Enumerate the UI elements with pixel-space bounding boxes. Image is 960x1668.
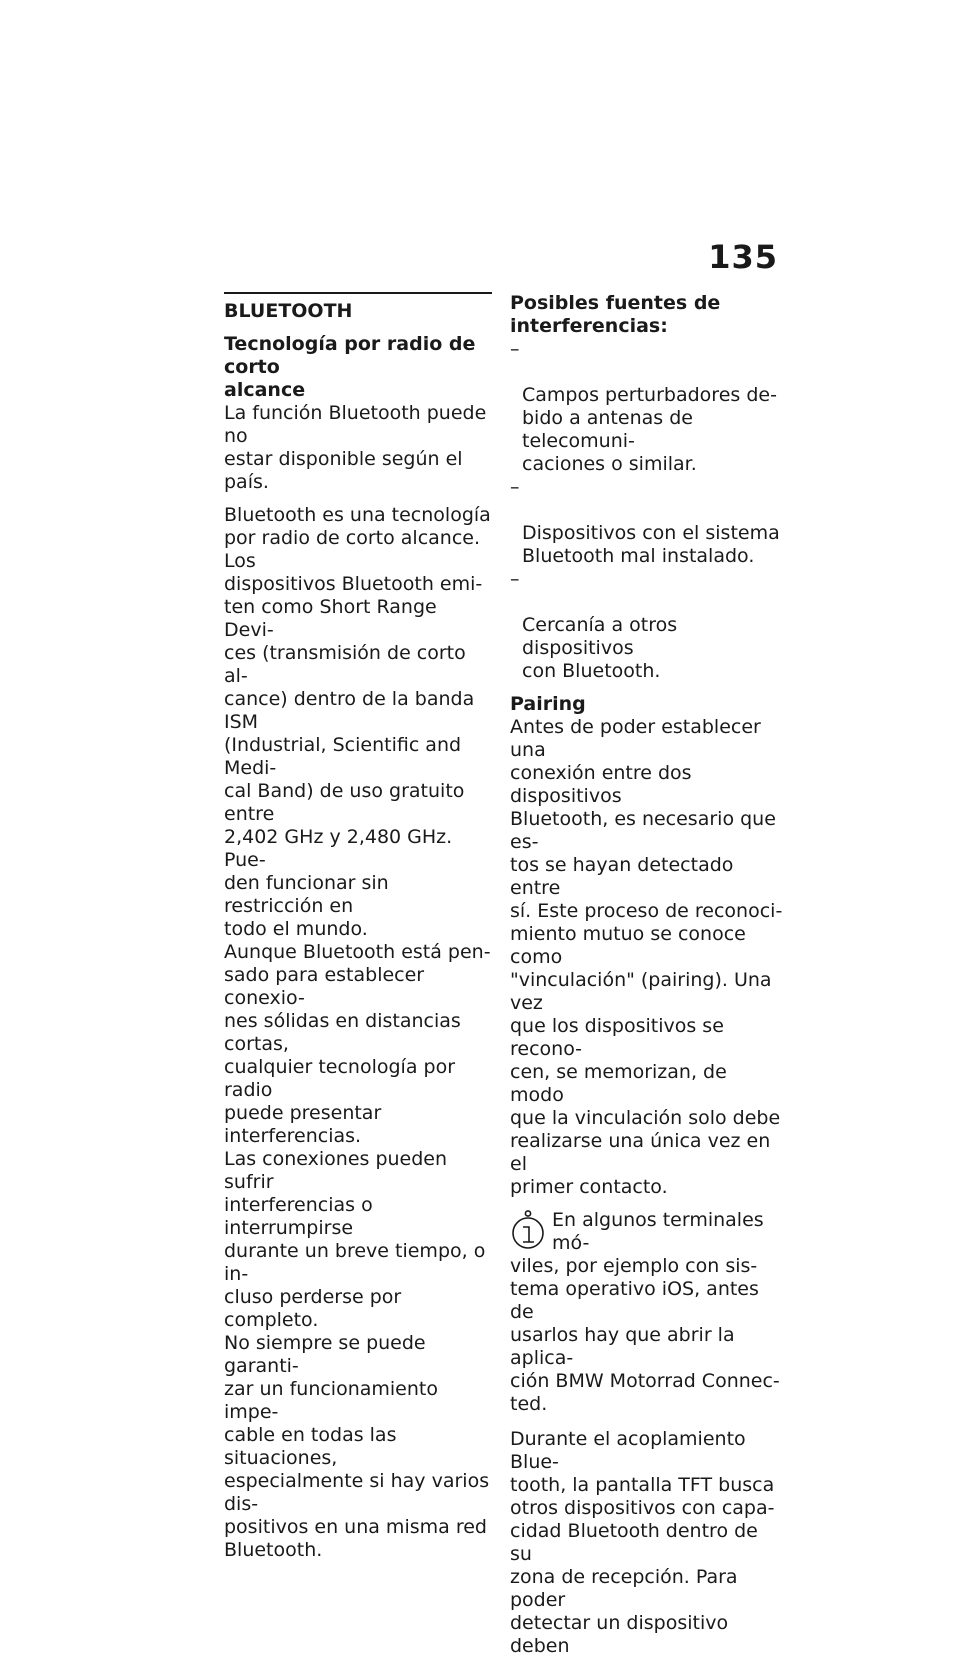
list-dash: – (510, 568, 520, 590)
left-column (224, 292, 492, 1572)
list-dash: – (510, 476, 520, 498)
coupling-paragraph: Durante el acoplamiento Blue- tooth, la pantalla TFT busca otros dispositivos con capa- cidad Bluetooth dentro de su zona de recepción. Para poder detectar un dispositivo deben (510, 1428, 775, 1657)
pairing-heading: Pairing (510, 693, 586, 715)
interference-paragraph: Aunque Bluetooth está pen- sado para establecer conexio- nes sólidas en distancias cortas, cualquier tecnología por radio puede presentar interferencias. Las conexiones pueden sufrir interferencias o interrumpirse durante un breve tiempo, o in- cluso perderse por completo. No siempre se puede garanti- zar un funcionamiento impe- cable en todas las situaciones, especialmente si hay varios dis- positivos en una misma red Bluetooth. (224, 941, 491, 1561)
page-number: 135 (708, 238, 778, 276)
availability-paragraph: La función Bluetooth puede no estar disponible según el país. (224, 402, 487, 493)
interference-heading: Posibles fuentes de interferencias: (510, 292, 721, 337)
note-text: En algunos terminales mó- viles, por ejemplo con sis- tema operativo iOS, antes de usarlos hay que abrir la aplica- ción BMW Motorrad Connec- ted. (510, 1209, 780, 1415)
section-rule (224, 292, 492, 294)
short-range-heading: Tecnología por radio de corto alcance (224, 333, 476, 401)
list-item (510, 476, 785, 568)
list-item-text: Cercanía a otros dispositivos con Bluetooth. (522, 614, 678, 682)
list-item-text: Campos perturbadores de- bido a antenas de telecomuni- caciones o similar. (522, 384, 777, 475)
section-title: BLUETOOTH (224, 300, 353, 322)
list-item (510, 338, 785, 476)
list-dash: – (510, 338, 520, 360)
info-note (510, 1209, 785, 1416)
right-column (510, 292, 785, 1668)
list-item (510, 568, 785, 683)
pairing-paragraph: Antes de poder establecer una conexión entre dos dispositivos Bluetooth, es necesario que es- tos se hayan detectado entre sí. Este proceso de reconoci- miento mutuo se conoce como "vinculación" (pairing). Una vez que los dispositivos se recono- cen, se memorizan, de modo que la vinculación solo debe realizarse una única vez en el primer contacto. (510, 716, 783, 1198)
list-item-text: Dispositivos con el sistema Bluetooth mal instalado. (522, 522, 780, 567)
info-icon (508, 1209, 548, 1251)
technology-paragraph: Bluetooth es una tecnología por radio de corto alcance. Los dispositivos Bluetooth emi- ten como Short Range Devi- ces (transmisión de corto al- cance) dentro de la banda ISM (Industrial, Scientific and Medi- cal Band) de uso gratuito entre 2,402 GHz y 2,480 GHz. Pue- den funcionar sin restricción en todo el mundo. (224, 504, 491, 940)
interference-list (510, 338, 785, 683)
